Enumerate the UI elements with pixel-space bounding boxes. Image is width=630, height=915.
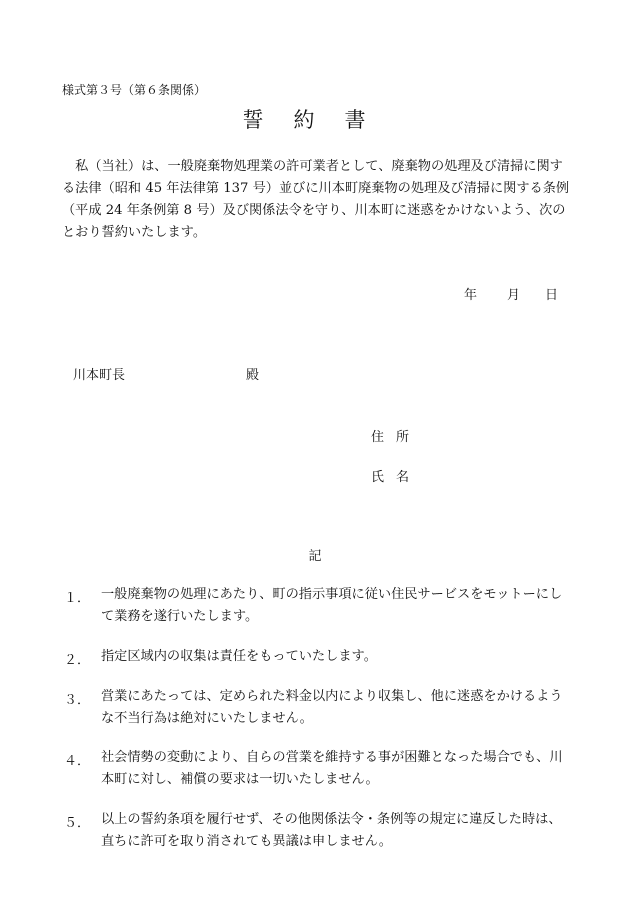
item-line: 以上の誓約条項を履行せず、その他関係法令・条例等の規定に違反した時は、 — [101, 812, 562, 827]
item-line: 一般廃棄物の処理にあたり、町の指示事項に従い住民サービスをモットーにし — [101, 587, 563, 602]
document-title: 誓約書 — [242, 108, 396, 132]
addressee: 川本町長 — [73, 368, 126, 383]
item-number: １． — [64, 591, 91, 606]
intro-paragraph — [62, 156, 582, 244]
list-item — [101, 646, 581, 668]
date-year-label: 年 — [464, 288, 478, 303]
item-line: 本町に対し、補償の要求は一切いたしません。 — [101, 772, 379, 787]
name-label: 氏名 — [371, 470, 422, 485]
intro-line: る法律（昭和 45 年法律第 137 号）並びに川本町廃棄物の処理及び清掃に関する条例 — [62, 181, 570, 196]
address-label: 住所 — [371, 430, 422, 445]
item-line: て業務を遂行いたします。 — [101, 609, 259, 624]
item-line: 直ちに許可を取り消されても異議は申しません。 — [101, 834, 392, 849]
list-item — [101, 809, 581, 853]
intro-line: （平成 24 年条例第 8 号）及び関係法令を守り、川本町に迷惑をかけないよう、次の — [62, 203, 566, 218]
form-number: 様式第３号（第６条関係） — [62, 83, 207, 97]
date-day-label: 日 — [545, 288, 559, 303]
honorific: 殿 — [246, 368, 260, 383]
intro-line: 私（当社）は、一般廃棄物処理業の許可業者として、廃棄物の処理及び清掃に関す — [62, 159, 563, 174]
item-number: ２． — [64, 653, 91, 668]
item-line: な不当行為は絶対にいたしません。 — [101, 711, 313, 726]
item-line: 社会情勢の変動により、自らの営業を維持する事が困難となった場合でも、川 — [101, 750, 563, 765]
date-month-label: 月 — [507, 288, 521, 303]
list-item — [101, 686, 581, 730]
item-number: ５． — [64, 816, 91, 831]
item-line: 営業にあたっては、定められた料金以内により収集し、他に迷惑をかけるよう — [101, 689, 563, 704]
ki-heading: 記 — [308, 549, 322, 564]
item-number: ３． — [64, 693, 91, 708]
list-item — [101, 584, 581, 628]
item-line: 指定区域内の収集は責任をもっていたします。 — [101, 649, 377, 664]
list-item — [101, 747, 581, 791]
intro-line: とおり誓約いたします。 — [62, 225, 207, 240]
item-number: ４． — [64, 754, 91, 769]
